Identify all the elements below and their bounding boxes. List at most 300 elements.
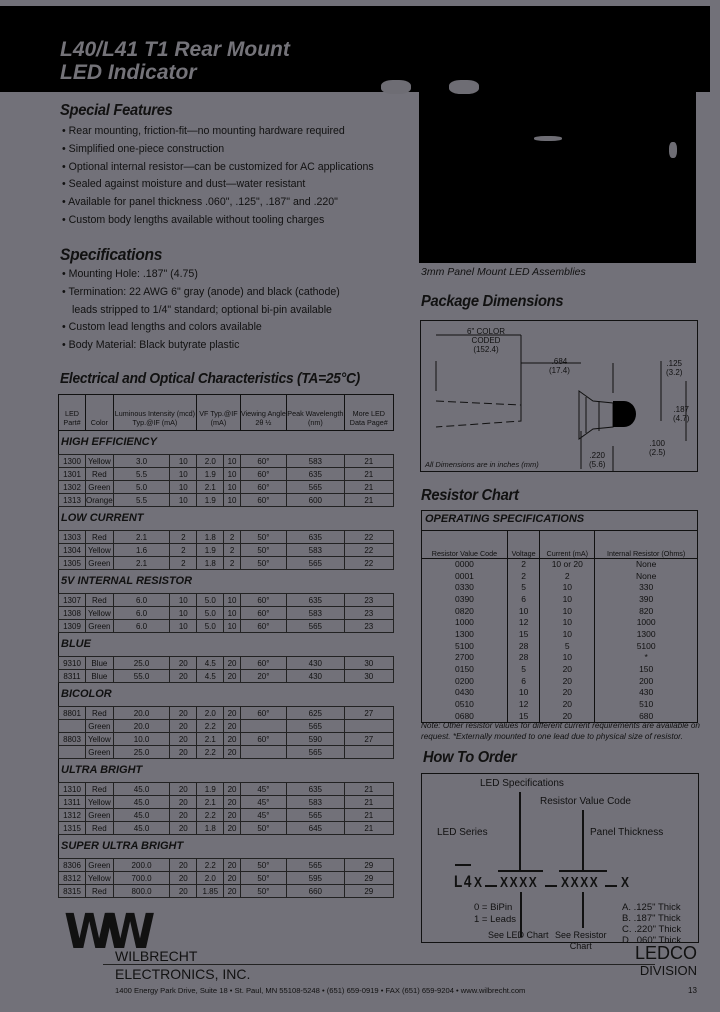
table-cell: Yellow [86,733,114,746]
section-heading: 5V INTERNAL RESISTOR [59,570,394,594]
section-heading: HIGH EFFICIENCY [59,431,394,455]
table-cell: 0330 [422,582,508,594]
table-cell: 1.8 [197,531,224,544]
led-series-label: LED Series [437,827,488,838]
table-cell: 565 [287,720,345,733]
table-cell: Red [86,594,114,607]
table-cell: 15 [507,710,539,722]
table-cell: 50° [240,859,286,872]
table-cell: 10 [540,652,595,664]
table-cell: Green [86,720,114,733]
table-cell: 5.0 [197,607,224,620]
table-cell: 20 [540,687,595,699]
table-cell: 5 [507,582,539,594]
table-cell: 30 [344,670,393,683]
electrical-optical-table [58,394,394,898]
column-header: More LED Data Page# [344,395,393,431]
table-cell: 10 [540,594,595,606]
table-cell: 60° [240,481,286,494]
table-cell: 1.6 [113,544,170,557]
table-cell: 20 [224,720,240,733]
table-cell: 20 [170,796,197,809]
table-cell: 60° [240,657,286,670]
table-cell: 2.1 [197,733,224,746]
table-row [59,531,394,544]
table-cell: 20 [170,670,197,683]
table-cell: 20 [170,809,197,822]
table-cell: 20 [224,746,240,759]
table-cell: 660 [287,885,345,898]
table-cell: 1.85 [197,885,224,898]
table-cell: Red [86,885,114,898]
table-cell: 20 [224,822,240,835]
table-cell: 600 [287,494,345,507]
footer-divider [103,964,655,965]
table-cell: 2.1 [197,796,224,809]
table-cell: 1.9 [197,544,224,557]
table-row [422,652,698,664]
section-heading-row [59,633,394,657]
title-line-1: L40/L41 T1 Rear Mount [60,38,290,61]
table-cell [59,720,86,733]
table-cell: Red [86,707,114,720]
table-cell: 1312 [59,809,86,822]
table-cell: 510 [595,699,698,711]
table-cell: 20 [224,872,240,885]
table-cell: 20 [224,796,240,809]
table-cell: 0000 [422,559,508,571]
special-features-heading: Special Features [60,102,173,119]
spec-item: • Termination: 22 AWG 6" gray (anode) and black (cathode) leads stripped to 1/4" standard; optional bi-pin available [62,284,340,320]
electrical-heading: Electrical and Optical Characteristics (TA=25°C) [60,370,360,387]
table-row [59,707,394,720]
table-cell: 200 [595,675,698,687]
table-cell: 10 [224,494,240,507]
table-cell: Green [86,620,114,633]
table-cell: 25.0 [113,746,170,759]
table-row [422,699,698,711]
table-cell: 2 [224,544,240,557]
panel-label: .220 (5.6) [589,451,606,469]
table-cell: Green [86,746,114,759]
spec-item: • Mounting Hole: .187" (4.75) [62,266,340,284]
resistor-table [421,510,698,723]
table-cell: 2.2 [197,720,224,733]
table-row [59,544,394,557]
table-cell: Blue [86,670,114,683]
table-row [422,582,698,594]
section-heading-row [59,570,394,594]
table-cell: 20 [170,822,197,835]
table-cell: 565 [287,809,345,822]
table-row [59,859,394,872]
table-cell: 8306 [59,859,86,872]
table-row [59,657,394,670]
led-spec-label: LED Specifications [480,778,564,789]
table-cell: 1.8 [197,557,224,570]
table-cell: 2 [540,570,595,582]
table-row [422,594,698,606]
table-cell: 635 [287,783,345,796]
table-cell: 10 [170,494,197,507]
table-cell: 12 [507,617,539,629]
table-cell: 12 [507,699,539,711]
table-cell: 5 [507,664,539,676]
table-cell: 1000 [595,617,698,629]
resistor-code-label: Resistor Value Code [540,796,631,807]
see-resistor-chart: See Resistor Chart [555,930,607,951]
spec-item: • Custom lead lengths and colors available [62,319,340,337]
table-row [422,605,698,617]
table-row [422,640,698,652]
body-length-label: .684 (17.4) [549,357,570,375]
table-cell: Green [86,859,114,872]
table-row [59,607,394,620]
table-cell: 20 [170,783,197,796]
column-header: Luminous Intensity (mcd) Typ.@IF (mA) [113,395,196,431]
table-cell: 430 [287,670,345,683]
section-heading-row [59,507,394,531]
feature-item: • Sealed against moisture and dust—water resistant [62,176,374,194]
table-cell: 6 [507,675,539,687]
table-cell: 2.1 [113,531,170,544]
table-row [59,494,394,507]
table-row [59,720,394,733]
table-cell: 1300 [59,455,86,468]
lead-length-label: 6" COLOR CODED (152.4) [467,327,505,354]
resistor-note: Note: Other resistor values for different current requirements are available on request. *Externally mounted to one lead due to physical size of resistor. [421,721,700,741]
table-cell: Green [86,557,114,570]
table-row [59,885,394,898]
title-line-2: LED Indicator [60,61,197,84]
table-row [59,822,394,835]
product-photo [419,92,696,263]
table-cell: 45° [240,809,286,822]
table-cell: 45° [240,783,286,796]
photo-caption: 3mm Panel Mount LED Assemblies [421,266,586,278]
table-cell: 2.0 [197,707,224,720]
table-cell: 45.0 [113,809,170,822]
table-row [422,629,698,641]
table-cell: 10.0 [113,733,170,746]
column-header: Current (mA) [540,531,595,559]
section-heading-row [59,431,394,455]
table-cell: 23 [344,607,393,620]
table-cell: 820 [595,605,698,617]
table-cell: 6.0 [113,620,170,633]
table-cell: 20.0 [113,707,170,720]
table-cell: 0430 [422,687,508,699]
page-title [60,38,290,84]
spec-item: • Body Material: Black butyrate plastic [62,337,340,355]
table-cell: 27 [344,733,393,746]
table-cell: 8315 [59,885,86,898]
table-cell: Blue [86,657,114,670]
table-cell: 1305 [59,557,86,570]
table-cell: 29 [344,859,393,872]
table-cell: 60° [240,468,286,481]
table-cell: 0680 [422,710,508,722]
dimensions-note: All Dimensions are in inches (mm) [425,460,539,469]
table-cell: 20 [540,664,595,676]
table-cell: 20° [240,670,286,683]
feature-item: • Custom body lengths available without tooling charges [62,212,374,230]
table-cell: 645 [287,822,345,835]
table-cell: 10 [540,629,595,641]
table-row [59,481,394,494]
column-header: LED Part# [59,395,86,431]
table-cell: 2 [507,559,539,571]
table-cell: 390 [595,594,698,606]
dome-height-label: .125 (3.2) [666,359,683,377]
package-drawing [420,320,698,472]
table-cell: 21 [344,481,393,494]
table-row [422,675,698,687]
table-row [59,733,394,746]
table-cell [59,746,86,759]
table-cell: 10 [224,594,240,607]
table-cell: 1303 [59,531,86,544]
table-cell: 60° [240,733,286,746]
see-led-chart: See LED Chart [488,930,549,940]
table-row [59,783,394,796]
table-cell: 10 [224,607,240,620]
table-cell: 45.0 [113,822,170,835]
table-cell: 25.0 [113,657,170,670]
table-cell: 10 [224,468,240,481]
table-cell: Red [86,783,114,796]
table-cell: 1.9 [197,468,224,481]
table-cell: 565 [287,620,345,633]
table-cell: 20 [224,707,240,720]
table-cell: 0390 [422,594,508,606]
order-code-diagram [421,773,699,951]
table-cell: 0150 [422,664,508,676]
table-cell: 2.2 [197,859,224,872]
feature-item: • Optional internal resistor—can be customized for AC applications [62,159,374,177]
table-cell: 20 [224,670,240,683]
table-cell: 10 or 20 [540,559,595,571]
table-cell: 10 [540,617,595,629]
table-cell: 700.0 [113,872,170,885]
table-cell: 30 [344,657,393,670]
table-cell: Yellow [86,607,114,620]
panel-thickness-label: Panel Thickness [590,827,664,838]
table-cell: 2.0 [197,455,224,468]
table-row [59,455,394,468]
table-cell: 28 [507,640,539,652]
table-cell: 20 [540,675,595,687]
table-cell: 0820 [422,605,508,617]
table-cell: 50° [240,822,286,835]
table-row [59,809,394,822]
table-cell: 430 [287,657,345,670]
table-cell: 2700 [422,652,508,664]
table-cell: 2.0 [197,872,224,885]
table-cell: 22 [344,544,393,557]
table-row [59,746,394,759]
table-row [59,620,394,633]
table-cell: 10 [507,605,539,617]
table-cell: 5.5 [113,468,170,481]
table-cell: 60° [240,455,286,468]
table-cell: 10 [170,455,197,468]
table-cell: Yellow [86,455,114,468]
section-heading: SUPER ULTRA BRIGHT [59,835,394,859]
table-cell: Green [86,809,114,822]
specifications-list [62,266,340,355]
table-cell: 8801 [59,707,86,720]
section-heading: BICOLOR [59,683,394,707]
feature-item: • Simplified one-piece construction [62,141,374,159]
table-cell: 8311 [59,670,86,683]
table-cell: 50° [240,885,286,898]
table-cell: 23 [344,620,393,633]
table-cell: 590 [287,733,345,746]
section-heading-row [59,683,394,707]
table-cell: Yellow [86,872,114,885]
table-cell: 1313 [59,494,86,507]
table-cell [344,746,393,759]
table-cell: 2 [170,531,197,544]
resistor-code: XXXX [561,874,600,891]
table-cell [240,746,286,759]
table-cell: 20 [224,733,240,746]
table-cell: 10 [170,481,197,494]
table-cell: 5.0 [197,620,224,633]
table-cell: 0510 [422,699,508,711]
table-cell: 625 [287,707,345,720]
table-cell: 20 [170,720,197,733]
table-row [59,468,394,481]
section-heading: ULTRA BRIGHT [59,759,394,783]
table-cell: 1301 [59,468,86,481]
table-cell: 20 [224,783,240,796]
table-cell: 5.0 [113,481,170,494]
table-cell: 50° [240,531,286,544]
table-cell: 2.2 [197,746,224,759]
table-cell: 5.0 [197,594,224,607]
table-cell: 20.0 [113,720,170,733]
table-cell: 20 [170,733,197,746]
table-row [422,687,698,699]
table-cell: 5 [540,640,595,652]
table-row [422,559,698,571]
table-cell: 583 [287,455,345,468]
table-cell: 20 [224,809,240,822]
operating-specs-title: OPERATING SPECIFICATIONS [421,510,698,530]
column-header: Color [86,395,114,431]
table-row [59,670,394,683]
table-cell: 0200 [422,675,508,687]
column-header: Resistor Value Code [422,531,508,559]
table-cell: 635 [287,468,345,481]
table-cell: 20 [224,859,240,872]
table-cell: 1308 [59,607,86,620]
table-row [422,570,698,582]
table-cell: 330 [595,582,698,594]
table-cell: 595 [287,872,345,885]
table-cell: 20 [170,707,197,720]
table-cell: 9310 [59,657,86,670]
table-cell: 2.1 [113,557,170,570]
thickness-options: A. .125" Thick B. .187" Thick C. .220" Thick D. .060" Thick [622,902,682,946]
table-cell: 29 [344,872,393,885]
table-cell: 5100 [422,640,508,652]
table-cell: 1302 [59,481,86,494]
diameter-label: .187 (4.7) [673,405,690,423]
table-cell: 5.5 [113,494,170,507]
table-cell: 20 [224,657,240,670]
section-heading: BLUE [59,633,394,657]
table-cell: 1307 [59,594,86,607]
table-cell: 565 [287,746,345,759]
table-cell: 22 [344,557,393,570]
table-cell: 565 [287,859,345,872]
table-cell: 1.8 [197,822,224,835]
table-cell: 21 [344,809,393,822]
table-cell: 8312 [59,872,86,885]
special-features-list [62,123,374,230]
table-cell: 4.5 [197,657,224,670]
table-cell: 15 [507,629,539,641]
table-cell: 60° [240,607,286,620]
page-number: 13 [688,986,697,995]
table-cell: 583 [287,544,345,557]
table-cell: 635 [287,531,345,544]
table-cell: 29 [344,885,393,898]
table-cell: 20 [170,746,197,759]
table-cell: 21 [344,455,393,468]
table-cell: 2.1 [197,481,224,494]
feature-item: • Rear mounting, friction-fit—no mounting hardware required [62,123,374,141]
table-cell: 6.0 [113,607,170,620]
led-spec-code: XXXX [500,874,539,891]
table-cell: 635 [287,594,345,607]
table-cell: 27 [344,707,393,720]
table-cell: 6.0 [113,594,170,607]
table-cell: 565 [287,481,345,494]
table-row [422,664,698,676]
panel-code: X [621,874,631,891]
table-cell: 1300 [422,629,508,641]
table-cell: 10 [224,481,240,494]
table-cell: 1311 [59,796,86,809]
table-cell: 45° [240,796,286,809]
table-cell: 565 [287,557,345,570]
table-cell: 20 [170,885,197,898]
how-to-order-heading: How To Order [423,749,517,766]
table-cell: 200.0 [113,859,170,872]
column-header: Voltage [507,531,539,559]
table-cell: 10 [507,687,539,699]
table-cell: 3.0 [113,455,170,468]
table-cell: 680 [595,710,698,722]
division-name: LEDCO DIVISION [634,943,697,978]
table-cell: Red [86,531,114,544]
table-cell: 583 [287,796,345,809]
table-cell: 20 [540,710,595,722]
table-cell: 10 [540,582,595,594]
section-heading: LOW CURRENT [59,507,394,531]
wilbrecht-logo: WW [64,904,146,960]
table-cell: 10 [224,620,240,633]
table-cell: 2 [170,557,197,570]
column-header: VF Typ.@IF (mA) [197,395,241,431]
flange-label: .100 (2.5) [649,439,666,457]
table-cell: 21 [344,796,393,809]
table-row [59,557,394,570]
